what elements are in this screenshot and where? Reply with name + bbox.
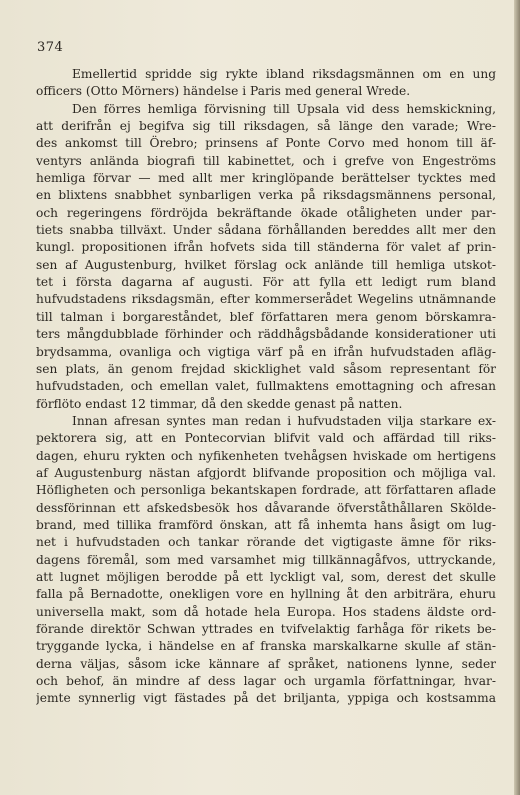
text-line: Den förres hemliga förvisning till Upsala vid dess hemskickning, — [72, 101, 496, 116]
text-line: Höfligheten och personliga bekantskapen fordrade, att författaren aflade — [36, 483, 496, 498]
text-line: att lugnet möjligen berodde på ett lyckligt val, som, derest det skulle — [36, 569, 496, 584]
text-line: sen plats, än genom frejdad skicklighet vald såsom representant för — [36, 361, 496, 376]
text-line: att derifrån ej begifva sig till riksdagen, så länge den varade; Wre- — [36, 119, 496, 134]
text-line: hufvudstaden, och emellan valet, fullmaktens emottagning och afresan — [36, 379, 496, 394]
text-line: och regeringens fördröjda bekräftande ökade otåligheten under par- — [36, 205, 496, 220]
text-line: dagens föremål, som med varsamhet mig tillkännagåfvos, uttryckande, — [36, 552, 496, 567]
text-line: ventyrs anlända biografi till kabinettet, och i grefve von Engeströms — [36, 153, 496, 168]
text-line: tet i första dagarna af augusti. För att fylla ett ledigt rum bland — [36, 275, 496, 290]
body-text — [36, 66, 496, 708]
text-line: ters mångdubblade förhinder och räddhågsbådande konsiderationer uti — [36, 327, 496, 342]
text-line: brydsamma, ovanliga och vigtiga värf på en ifrån hufvudstaden afläg- — [36, 344, 496, 359]
text-line: sen af Augustenburg, hvilket förslag ock anlände till hemliga utskot- — [36, 257, 496, 272]
text-line: universella makt, som då hotade hela Europa. Hos stadens äldste ord- — [36, 604, 496, 619]
text-line: net i hufvudstaden och tankar rörande det vigtigaste ämne för riks- — [36, 535, 496, 550]
text-line: pektorera sig, att en Pontecorvian blifvit vald och affärdad till riks- — [36, 431, 496, 446]
text-line: hufvudstadens riksdagsmän, efter kommerserådet Wegelins utnämnande — [36, 292, 496, 307]
text-line: dagen, ehuru rykten och nyfikenheten tvehågsen hviskade om hertigens — [36, 448, 496, 463]
page-number: 374 — [37, 40, 64, 55]
text-line: Innan afresan syntes man redan i hufvudstaden vilja starkare ex- — [72, 413, 496, 428]
text-line: falla på Bernadotte, onekligen vore en hyllning åt den arbiträra, ehuru — [36, 587, 496, 602]
text-line: des ankomst till Örebro; prinsens af Ponte Corvo med honom till äf- — [36, 136, 496, 151]
text-line: och behof, än mindre af dess lagar och urgamla författningar, hvar- — [36, 674, 496, 689]
text-line: derna väljas, såsom icke kännare af språket, nationens lynne, seder — [36, 656, 496, 671]
text-line: jemte synnerlig vigt fästades på det briljanta, yppiga och kostsamma — [36, 691, 496, 706]
text-line: kungl. propositionen ifrån hofvets sida till ständerna för valet af prin- — [36, 240, 496, 255]
text-line: tiets snabba tillväxt. Under sådana förhållanden bereddes allt mer den — [36, 223, 496, 238]
text-line: tryggande lycka, i händelse en af franska marskalkarne skulle af stän- — [36, 639, 496, 654]
text-line: officers (Otto Mörners) händelse i Paris med general Wrede. — [36, 84, 411, 99]
text-line: till talman i borgareståndet, blef författaren mera genom börskamra- — [36, 309, 496, 324]
text-line: dessförinnan ett afskedsbesök hos dåvarande öfverståthållaren Skölde- — [36, 500, 496, 515]
text-line: af Augustenburg nästan afgjordt blifvande proposition och möjliga val. — [36, 465, 496, 480]
page-edge — [514, 0, 520, 795]
text-line: förande direktör Schwan yttrades en tvifvelaktig farhåga för rikets be- — [36, 622, 496, 636]
text-line: brand, med tillika framförd önskan, att få inhemta hans åsigt om lug- — [36, 517, 496, 532]
text-line: förflöto endast 12 timmar, då den skedde genast på natten. — [36, 396, 403, 411]
text-line: Emellertid spridde sig rykte ibland riksdagsmännen om en ung — [72, 67, 496, 81]
text-line: en blixtens snabbhet synbarligen verka på riksdagsmännens personal, — [36, 188, 496, 203]
text-line: hemliga förvar — med allt mer kringlöpande berättelser tycktes med — [36, 171, 496, 186]
